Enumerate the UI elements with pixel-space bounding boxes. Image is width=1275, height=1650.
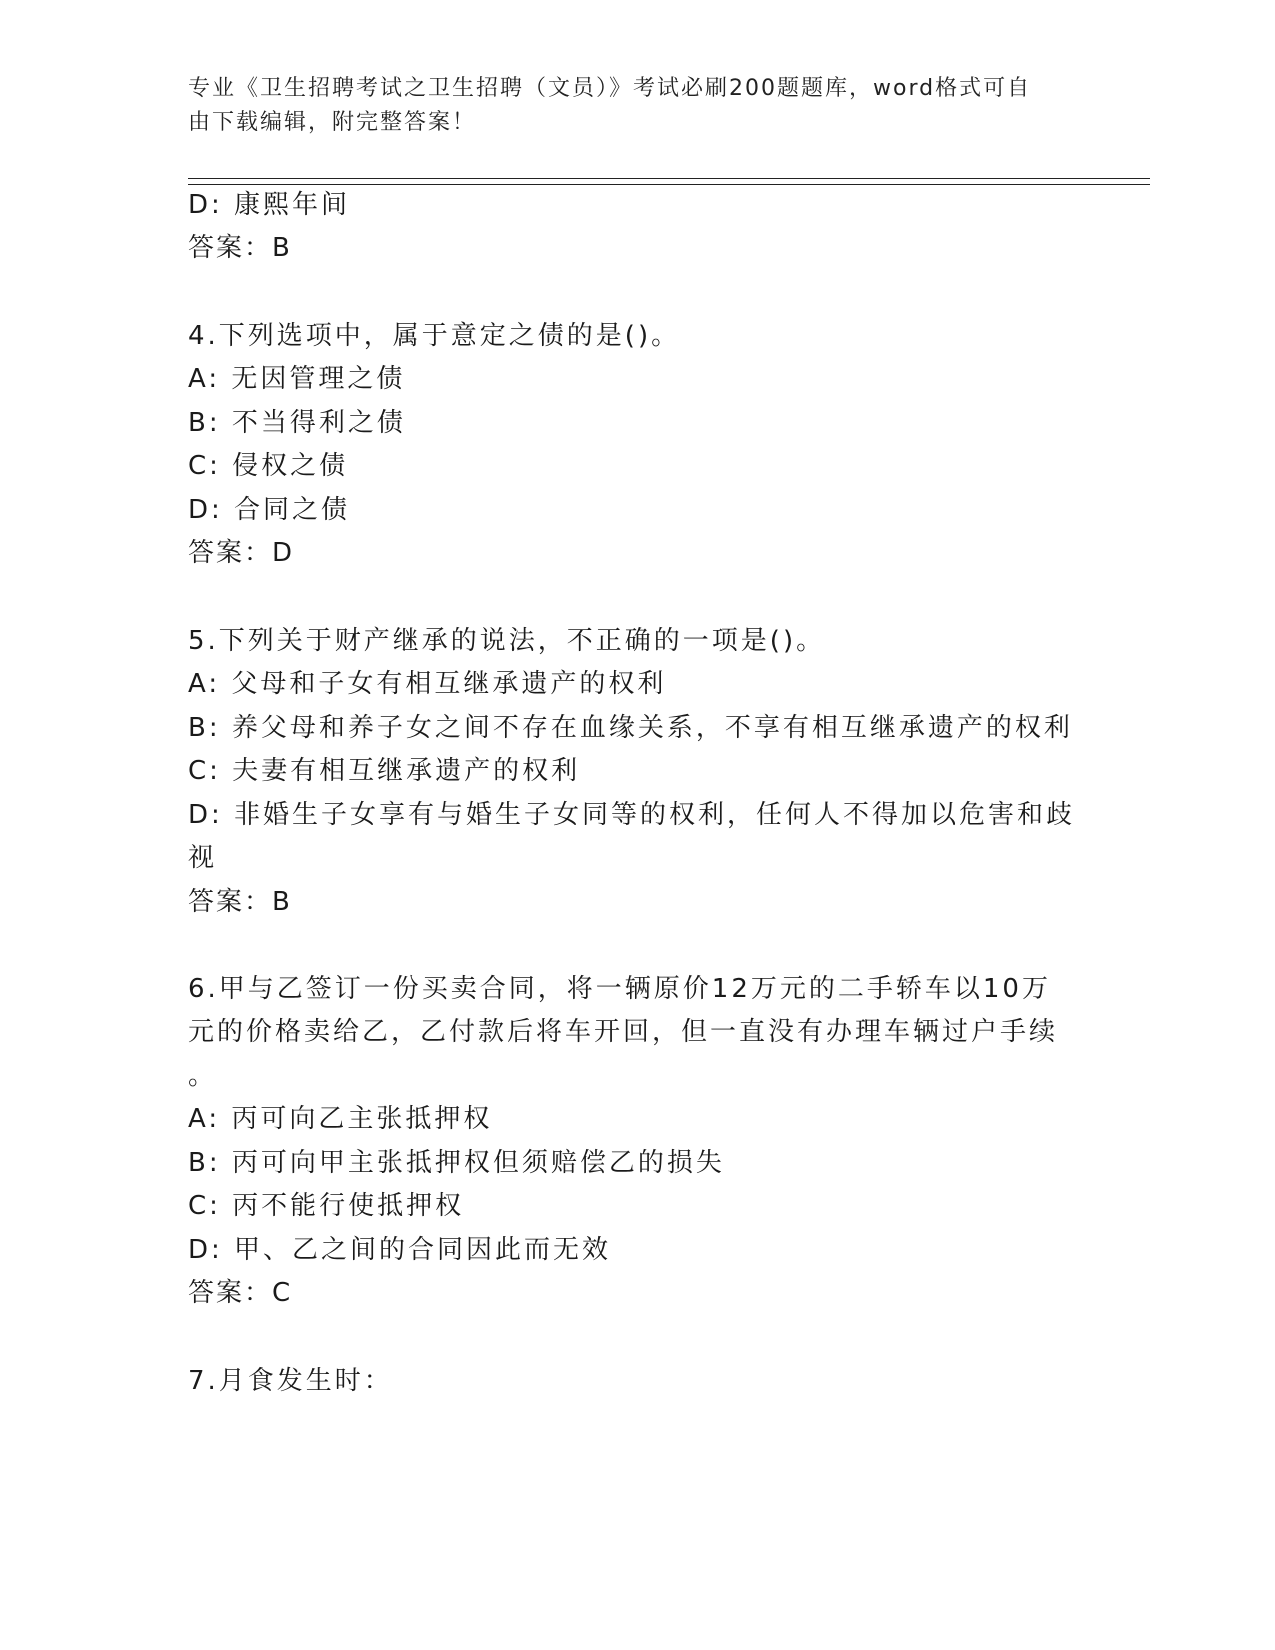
q6-option-c: C: 丙不能行使抵押权 (188, 1191, 465, 1221)
q3-option-d: D: 康熙年间 (188, 190, 351, 220)
header-line-2: 由下载编辑，附完整答案！ (188, 110, 477, 135)
q4-option-a: A: 无因管理之债 (188, 364, 406, 394)
q6-option-b: B: 丙可向甲主张抵押权但须赔偿乙的损失 (188, 1148, 725, 1178)
header-line-1: 专业《卫生招聘考试之卫生招聘（文员）》考试必刷200题题库，word格式可自 (188, 76, 1032, 101)
header-divider-top (188, 178, 1150, 179)
q5-option-b: B: 养父母和养子女之间不存在血缘关系，不享有相互继承遗产的权利 (188, 713, 1073, 743)
q4-option-c: C: 侵权之债 (188, 451, 349, 481)
q7-stem: 7.月食发生时： (188, 1366, 393, 1396)
q5-stem: 5.下列关于财产继承的说法，不正确的一项是()。 (188, 626, 826, 656)
q3-answer: 答案：B (188, 233, 292, 263)
q4-answer: 答案：D (188, 538, 295, 568)
q4-stem: 4.下列选项中，属于意定之债的是()。 (188, 321, 681, 351)
q6-option-d: D: 甲、乙之间的合同因此而无效 (188, 1235, 612, 1265)
q6-stem-line-2: 元的价格卖给乙，乙付款后将车开回，但一直没有办理车辆过户手续 (188, 1017, 1059, 1047)
q6-answer: 答案：C (188, 1278, 293, 1308)
q4-option-d: D: 合同之债 (188, 495, 351, 525)
q6-option-a: A: 丙可向乙主张抵押权 (188, 1104, 493, 1134)
q4-option-b: B: 不当得利之债 (188, 408, 406, 438)
q6-stem-line-1: 6.甲与乙签订一份买卖合同，将一辆原价12万元的二手轿车以10万 (188, 974, 1051, 1004)
q5-answer: 答案：B (188, 887, 292, 917)
q5-option-d-line-2: 视 (188, 843, 218, 873)
header-divider-bottom (188, 184, 1150, 185)
q5-option-c: C: 夫妻有相互继承遗产的权利 (188, 756, 581, 786)
q5-option-a: A: 父母和子女有相互继承遗产的权利 (188, 669, 667, 699)
document-header (188, 72, 1068, 140)
q6-stem-line-3: 。 (188, 1061, 218, 1091)
q5-option-d-line-1: D: 非婚生子女享有与婚生子女同等的权利，任何人不得加以危害和歧 (188, 800, 1076, 830)
